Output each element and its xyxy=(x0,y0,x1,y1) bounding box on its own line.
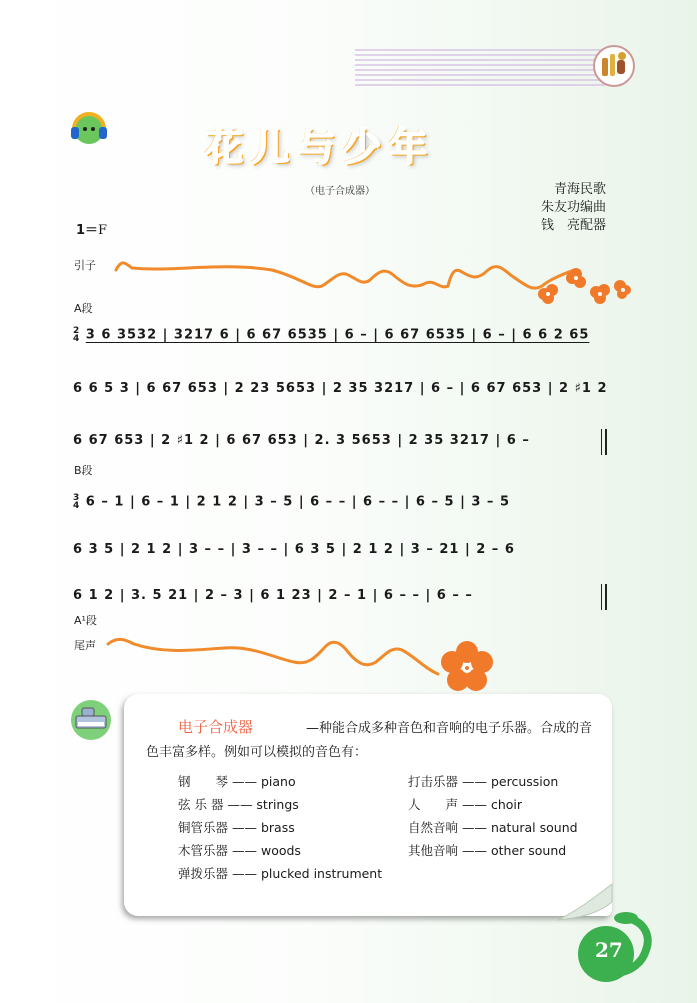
section-coda-label: 尾声 xyxy=(74,639,96,652)
flower-icon xyxy=(440,640,494,694)
final-barline xyxy=(605,584,607,610)
info-box xyxy=(124,694,612,916)
instrument-item: 其他音响 —— other sound xyxy=(408,843,567,858)
section-intro-label: 引子 xyxy=(74,259,96,272)
instrument-item: 人 声 —— choir xyxy=(408,797,523,812)
section-a-label: A段 xyxy=(74,302,93,315)
header-stripes xyxy=(355,46,605,86)
page-number: 27 xyxy=(595,938,623,962)
instrument-item: 弹拨乐器 —— plucked instrument xyxy=(178,866,383,881)
credit-origin: 青海民歌 xyxy=(553,182,606,197)
final-barline xyxy=(605,429,607,455)
flower-icon xyxy=(532,268,632,308)
final-barline xyxy=(601,584,602,610)
instrument-item: 木管乐器 —— woods xyxy=(178,843,301,858)
time-signature-2-4: 2 4 xyxy=(73,326,81,344)
final-barline xyxy=(601,429,602,455)
staff-line-6: 6 1 2 | 3. 5 21 | 2 – 3 | 6 1 23 | 2 – 1 | 6 – – | 6 – – xyxy=(73,588,473,603)
instrument-item: 钢 琴 —— piano xyxy=(178,774,296,789)
song-subtitle: （电子合成器） xyxy=(305,186,375,197)
staff-line-3: 6 67 653 | 2 ♯1 2 | 6 67 653 | 2. 3 5653 | 2 35 3217 | 6 – xyxy=(73,433,530,448)
section-b-label: B段 xyxy=(74,464,93,477)
headphones-icon xyxy=(68,107,110,147)
instrument-item: 弦 乐 器 —— strings xyxy=(178,797,299,812)
info-description: —种能合成多种音色和音响的电子乐器。合成的音色丰富多样。例如可以模拟的音色有： xyxy=(146,721,593,760)
instrument-item: 打击乐器 —— percussion xyxy=(408,774,559,789)
staff-line-4: 3 4 6 – 1 | 6 – 1 | 2 1 2 | 3 – 5 | 6 – – | 6 – – | 6 – 5 | 3 – 5 xyxy=(73,493,510,511)
credit-orchestrator: 钱 亮配器 xyxy=(540,218,606,233)
synthesizer-icon xyxy=(68,698,114,742)
instrument-item: 自然音响 —— natural sound xyxy=(408,820,578,835)
info-heading: 电子合成器 xyxy=(178,718,254,736)
staff-line-1: 2 4 3 6 3532 | 3217 6 | 6 67 6535 | 6 – | 6 67 6535 | 6 – | 6 6 2 65 xyxy=(73,326,590,344)
instrument-item: 铜管乐器 —— brass xyxy=(178,820,295,835)
time-signature-3-4: 3 4 xyxy=(73,493,81,511)
section-a1-label: A¹段 xyxy=(74,614,97,627)
song-credits xyxy=(524,181,606,235)
coda-melody-curve xyxy=(104,624,444,684)
credit-arranger: 朱友功编曲 xyxy=(540,200,606,215)
key-signature: 1＝F xyxy=(76,223,108,238)
staff-line-2: 6 6 5 3 | 6 67 653 | 2 23 5653 | 2 35 3217 | 6 – | 6 67 653 | 2 ♯1 2 xyxy=(73,381,608,396)
instruments-icon xyxy=(592,44,636,88)
song-title: 花儿与少年 xyxy=(205,125,436,169)
staff-line-5: 6 3 5 | 2 1 2 | 3 – – | 3 – – | 6 3 5 | 2 1 2 | 3 – 21 | 2 – 6 xyxy=(73,542,515,557)
